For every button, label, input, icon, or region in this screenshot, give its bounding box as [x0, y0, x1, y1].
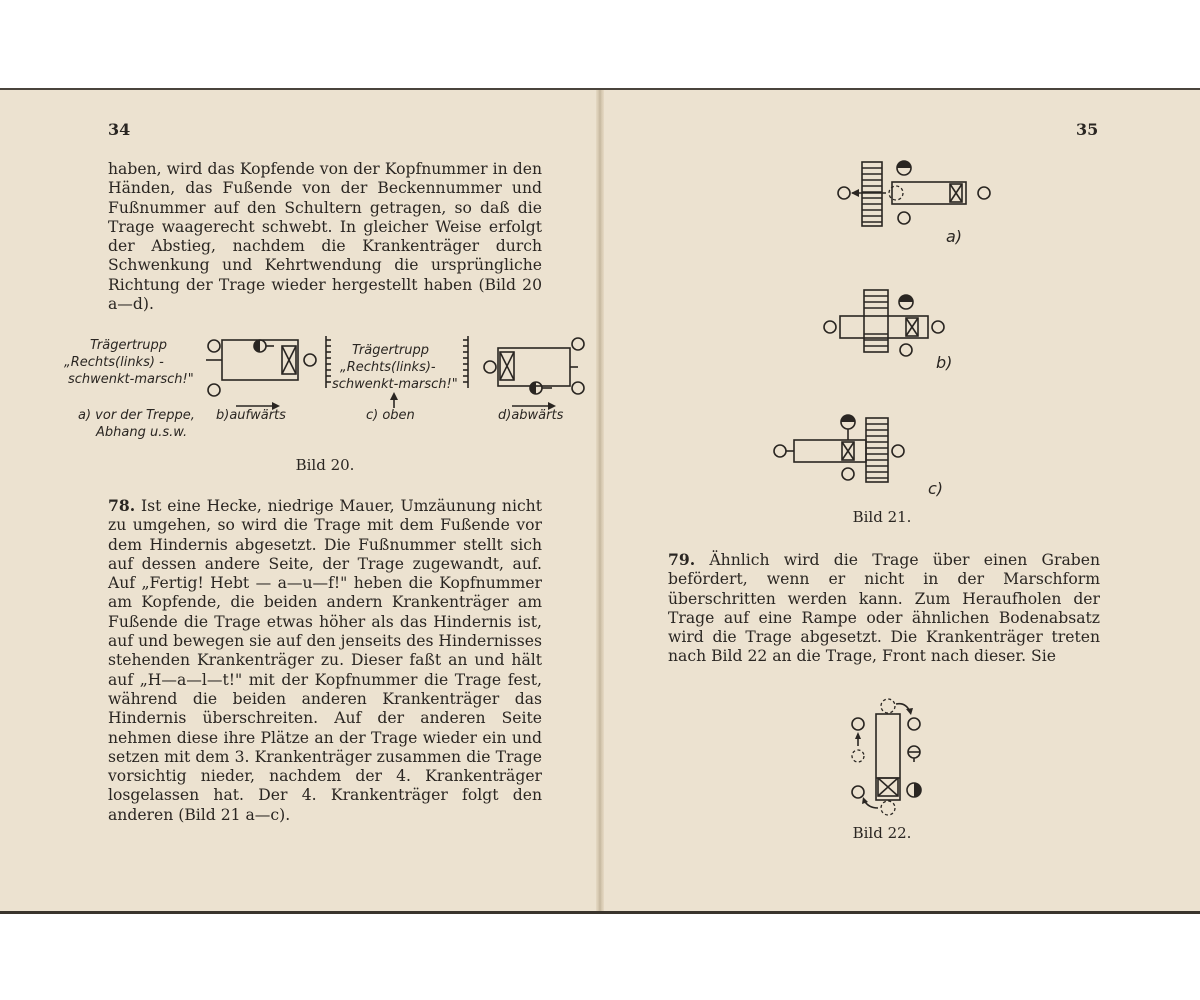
paragraph-79-text: Ähnlich wird die Trage über einen Graben befördert, wenn er nicht in der Marschform überschritten werden kann. Zum Heraufholen der Trage auf eine Rampe oder ähnlichen Bodenabsatz wird die Trage abgesetzt. Die Krankenträger treten nach Bild 22 an die Trage, Front nach dieser. Sie [668, 551, 1100, 666]
page-number-left: 34 [108, 120, 131, 139]
fig20-label-d: d)abwärts [498, 408, 564, 423]
fig20-command-a-line3: schwenkt-marsch!" [68, 372, 194, 387]
figure-21-caption: Bild 21. [852, 508, 912, 526]
fig21-label-b: b) [936, 353, 953, 372]
fig20-command-a-line1: Trägertrupp [90, 338, 168, 353]
fig20-command-a-line2: „Rechts(links) - [64, 355, 164, 370]
fig20-label-b: b)aufwärts [216, 408, 286, 423]
paragraph-78-text: Ist eine Hecke, niedrige Mauer, Umzäunung nicht zu umgehen, so wird die Trage mit dem Fußende vor dem Hindernis abgesetzt. Die Fußnummer stellt sich auf dessen andere Seite, der Trage zugewandt, auf. Auf „Fertig! Hebt — a—u—f!" heben die Kopfnummer am Kopfende, die beiden andern Krankenträger am Fußende die Trage etwas höher als das Hindernis ist, auf und bewegen sie auf den jenseits des Hindernisses stehenden Krankenträger zu. Dieser faßt an und hält auf „H—a—l—t!" mit der Kopfnummer die Trage fest, während die beiden anderen Krankenträger das Hindernis überschreiten. Auf der anderen Seite nehmen diese ihre Plätze an der Trage wieder ein und setzen mit dem 3. Krankenträger zusammen die Trage vorsichtig nieder, nachdem der 4. Krankenträger losgelassen hat. Der 4. Krankenträger folgt den anderen (Bild 21 a—c). [108, 497, 542, 824]
fig20-command-c-line1: Trägertrupp [352, 343, 430, 358]
fig20-label-a-line1: a) vor der Treppe, [78, 408, 195, 423]
page-number-right: 35 [1076, 120, 1099, 139]
fig20-command-c-line3: schwenkt-marsch!" [332, 377, 458, 392]
book-spread [0, 88, 1200, 914]
paragraph-79-number: 79. [668, 550, 696, 569]
paragraph-continued-text: haben, wird das Kopfende von der Kopfnummer in den Händen, das Fußende von der Beckennummer und Fußnummer auf den Schultern getragen, so daß die Trage waagerecht schwebt. In gleicher Weise erfolgt der Abstieg, nachdem die Krankenträger durch Schwenkung und Kehrtwendung die ursprüngliche Richtung der Trage wieder hergestellt haben (Bild 20 a—d). [108, 160, 542, 314]
figure-22-diagram [0, 90, 1200, 850]
fig21-label-c: c) [928, 479, 944, 498]
fig20-label-a-line2: Abhang u.s.w. [96, 425, 188, 440]
fig20-command-c-line2: „Rechts(links)- [340, 360, 436, 375]
figure-20-caption: Bild 20. [295, 456, 355, 474]
fig20-label-c: c) oben [366, 408, 415, 423]
figure-22-caption: Bild 22. [852, 824, 912, 842]
paragraph-78-number: 78. [108, 496, 136, 515]
fig21-label-a: a) [946, 227, 963, 246]
